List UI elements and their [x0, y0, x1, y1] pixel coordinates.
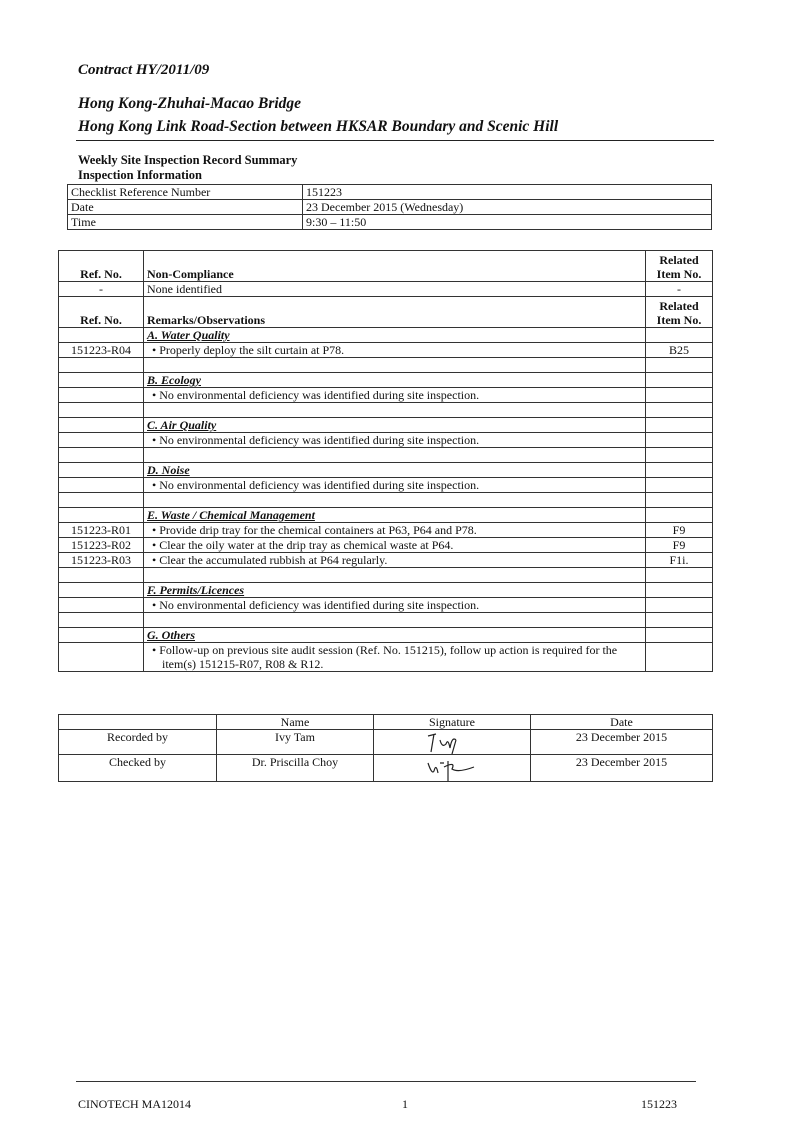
signature-image [374, 730, 531, 755]
obs-ref: 151223-R03 [59, 553, 144, 568]
obs-section-title: B. Ecology [144, 373, 646, 388]
signature-ivy-tam [422, 730, 482, 754]
signoff-header-row [59, 715, 713, 730]
spacer-cell [144, 493, 646, 508]
obs-item [144, 643, 646, 672]
obs-related [646, 478, 713, 493]
footer-left: CINOTECH MA12014 [78, 1097, 191, 1111]
inspection-info-table [67, 184, 712, 230]
bullet-icon: • [152, 523, 160, 537]
obs-ref [59, 388, 144, 403]
obs-item-row [59, 388, 713, 403]
header-rule [76, 140, 714, 141]
spacer-row [59, 568, 713, 583]
info-value: 151223 [303, 185, 712, 200]
obs-section-ref [59, 583, 144, 598]
summary-title: Weekly Site Inspection Record Summary [78, 153, 298, 167]
obs-item-row [59, 478, 713, 493]
nc-row [59, 282, 713, 297]
obs-item [144, 388, 646, 403]
obs-item [144, 523, 646, 538]
signoff-row [59, 730, 713, 755]
spacer-cell [59, 358, 144, 373]
obs-ref [59, 433, 144, 448]
nc-col-ref: Ref. No. [59, 251, 144, 282]
obs-section-row [59, 463, 713, 478]
obs-item-row [59, 523, 713, 538]
spacer-row [59, 403, 713, 418]
nc-related: - [646, 282, 713, 297]
obs-related: F9 [646, 538, 713, 553]
info-row [68, 200, 712, 215]
bullet-icon: • [152, 643, 160, 657]
obs-related [646, 433, 713, 448]
signoff-table [58, 714, 713, 782]
signature-priscilla-choy [422, 755, 482, 781]
obs-item-row [59, 538, 713, 553]
obs-related: B25 [646, 343, 713, 358]
spacer-cell [646, 403, 713, 418]
nc-col-related: Related Item No. [646, 251, 713, 282]
obs-section-row [59, 418, 713, 433]
signoff-role: Checked by [59, 755, 217, 782]
obs-section-related [646, 463, 713, 478]
bullet-icon: • [152, 343, 160, 357]
obs-section-ref [59, 373, 144, 388]
signoff-date: 23 December 2015 [531, 730, 713, 755]
bullet-icon: • [152, 598, 160, 612]
obs-item [144, 478, 646, 493]
signature-image [374, 755, 531, 782]
spacer-cell [59, 613, 144, 628]
signoff-col-date: Date [531, 715, 713, 730]
info-row [68, 185, 712, 200]
obs-ref: 151223-R02 [59, 538, 144, 553]
signoff-col-name: Name [217, 715, 374, 730]
obs-related: F1i. [646, 553, 713, 568]
obs-section-title: E. Waste / Chemical Management [144, 508, 646, 523]
obs-section-related [646, 328, 713, 343]
obs-section-ref [59, 418, 144, 433]
obs-item-row [59, 553, 713, 568]
obs-item [144, 538, 646, 553]
obs-related: F9 [646, 523, 713, 538]
signoff-name: Dr. Priscilla Choy [217, 755, 374, 782]
obs-item [144, 343, 646, 358]
spacer-cell [646, 493, 713, 508]
obs-text: Follow-up on previous site audit session (Ref. No. 151215), follow up action is required for the item(s) 151215-R07, R08 & R12. [159, 643, 618, 671]
info-value: 23 December 2015 (Wednesday) [303, 200, 712, 215]
bullet-icon: • [152, 553, 160, 567]
signoff-name: Ivy Tam [217, 730, 374, 755]
obs-section-row [59, 328, 713, 343]
spacer-cell [144, 448, 646, 463]
footer-right: 151223 [641, 1097, 677, 1111]
nc-text: None identified [144, 282, 646, 297]
obs-section-ref [59, 328, 144, 343]
obs-section-title: A. Water Quality [144, 328, 646, 343]
obs-related [646, 388, 713, 403]
info-row [68, 215, 712, 230]
contract-number: Contract HY/2011/09 [78, 62, 210, 78]
info-label: Time [68, 215, 303, 230]
obs-text: Provide drip tray for the chemical containers at P63, P64 and P78. [159, 523, 477, 537]
bullet-icon: • [152, 478, 160, 492]
signoff-row [59, 755, 713, 782]
project-title-line1: Hong Kong-Zhuhai-Macao Bridge [78, 95, 302, 112]
info-label: Checklist Reference Number [68, 185, 303, 200]
obs-text: No environmental deficiency was identified during site inspection. [159, 598, 480, 612]
obs-col-ref: Ref. No. [59, 297, 144, 328]
signoff-date: 23 December 2015 [531, 755, 713, 782]
obs-section-ref [59, 463, 144, 478]
spacer-cell [144, 613, 646, 628]
obs-section-row [59, 583, 713, 598]
obs-item [144, 553, 646, 568]
spacer-row [59, 613, 713, 628]
spacer-row [59, 448, 713, 463]
obs-item-row [59, 598, 713, 613]
obs-section-related [646, 418, 713, 433]
spacer-cell [646, 448, 713, 463]
obs-section-related [646, 628, 713, 643]
obs-section-ref [59, 628, 144, 643]
spacer-cell [59, 568, 144, 583]
obs-text: Clear the oily water at the drip tray as chemical waste at P64. [159, 538, 454, 552]
footer-rule [76, 1081, 696, 1082]
obs-ref [59, 478, 144, 493]
spacer-cell [144, 403, 646, 418]
signoff-col-signature: Signature [374, 715, 531, 730]
info-value: 9:30 – 11:50 [303, 215, 712, 230]
obs-text: Properly deploy the silt curtain at P78. [159, 343, 345, 357]
spacer-cell [59, 493, 144, 508]
obs-section-title: F. Permits/Licences [144, 583, 646, 598]
obs-text: No environmental deficiency was identified during site inspection. [159, 388, 480, 402]
obs-col-related: Related Item No. [646, 297, 713, 328]
spacer-cell [144, 358, 646, 373]
obs-section-row [59, 508, 713, 523]
obs-related [646, 598, 713, 613]
info-label: Date [68, 200, 303, 215]
spacer-row [59, 493, 713, 508]
obs-text: Clear the accumulated rubbish at P64 regularly. [159, 553, 388, 567]
spacer-row [59, 358, 713, 373]
obs-section-row [59, 628, 713, 643]
obs-section-related [646, 583, 713, 598]
signoff-role: Recorded by [59, 730, 217, 755]
obs-text: No environmental deficiency was identified during site inspection. [159, 478, 480, 492]
obs-item [144, 598, 646, 613]
compliance-table [58, 250, 713, 672]
bullet-icon: • [152, 388, 160, 402]
spacer-cell [59, 403, 144, 418]
spacer-cell [646, 358, 713, 373]
obs-section-ref [59, 508, 144, 523]
obs-section-related [646, 373, 713, 388]
spacer-cell [144, 568, 646, 583]
obs-section-title: C. Air Quality [144, 418, 646, 433]
bullet-icon: • [152, 538, 160, 552]
nc-ref: - [59, 282, 144, 297]
footer-page-number: 1 [402, 1097, 408, 1111]
obs-text: No environmental deficiency was identified during site inspection. [159, 433, 480, 447]
obs-related [646, 643, 713, 672]
nc-col-item: Non-Compliance [144, 251, 646, 282]
obs-header-row [59, 297, 713, 328]
obs-section-title: G. Others [144, 628, 646, 643]
obs-ref [59, 598, 144, 613]
obs-ref: 151223-R01 [59, 523, 144, 538]
bullet-icon: • [152, 433, 160, 447]
spacer-cell [646, 568, 713, 583]
project-title-line2: Hong Kong Link Road-Section between HKSAR Boundary and Scenic Hill [78, 118, 559, 135]
obs-section-title: D. Noise [144, 463, 646, 478]
info-title: Inspection Information [78, 168, 202, 182]
obs-ref: 151223-R04 [59, 343, 144, 358]
obs-section-related [646, 508, 713, 523]
spacer-cell [646, 613, 713, 628]
obs-section-row [59, 373, 713, 388]
nc-header-row [59, 251, 713, 282]
spacer-cell [59, 448, 144, 463]
obs-item-row [59, 433, 713, 448]
observations-body [59, 328, 713, 672]
obs-ref [59, 643, 144, 672]
obs-item-row [59, 643, 713, 672]
obs-item-row [59, 343, 713, 358]
obs-col-item: Remarks/Observations [144, 297, 646, 328]
signoff-col-role [59, 715, 217, 730]
obs-item [144, 433, 646, 448]
